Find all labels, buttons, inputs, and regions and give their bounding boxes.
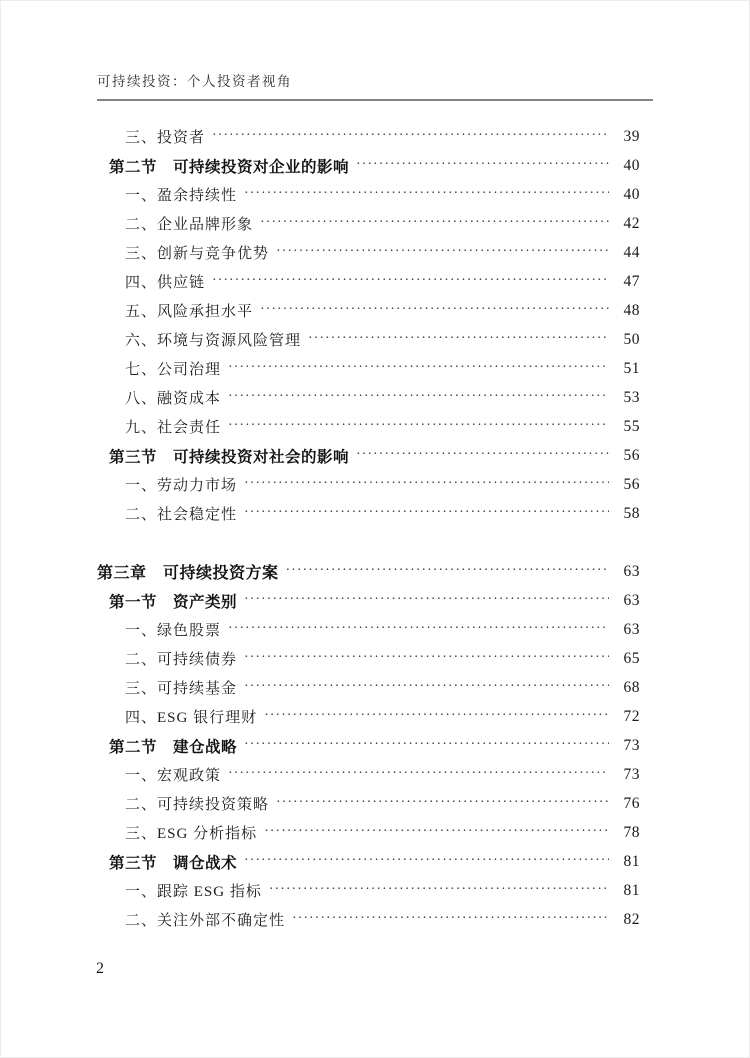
toc-entry-page: 72 [623, 707, 640, 725]
toc-entry-page: 55 [623, 417, 640, 435]
toc-entry [97, 673, 640, 702]
toc-entry-label: 第三章 可持续投资方案 [97, 565, 279, 582]
toc-entry [97, 267, 640, 296]
toc-entry-page: 42 [623, 214, 640, 232]
dot-leader [244, 852, 609, 871]
dot-leader [356, 446, 609, 465]
toc-entry-page: 81 [623, 881, 640, 899]
toc-entry [97, 586, 640, 615]
toc-entry-page: 50 [623, 330, 640, 348]
dot-leader [244, 678, 609, 697]
toc-entry [97, 818, 640, 847]
toc-entry-page: 48 [623, 301, 640, 319]
dot-leader [264, 823, 609, 842]
dot-leader [228, 620, 609, 639]
toc-entry-page: 63 [623, 591, 640, 609]
toc-entry-page: 58 [623, 504, 640, 522]
dot-leader [292, 910, 609, 929]
dot-leader [244, 591, 609, 610]
dot-leader [244, 649, 609, 668]
toc-entry-page: 44 [623, 243, 640, 261]
toc-entry-label: 六、环境与资源风险管理 [125, 333, 302, 349]
toc-entry-page: 51 [623, 359, 640, 377]
toc-entry-label: 一、绿色股票 [125, 623, 222, 639]
dot-leader [260, 301, 609, 320]
toc-entry [97, 702, 640, 731]
toc-entry [97, 847, 640, 876]
toc-entry [97, 354, 640, 383]
toc-entry-label: 二、企业品牌形象 [125, 217, 254, 233]
toc-entry-label: 八、融资成本 [125, 391, 222, 407]
toc-entry-page: 63 [623, 562, 640, 580]
toc-entry-page: 39 [623, 127, 640, 145]
toc-entry-page: 56 [623, 446, 640, 464]
toc-entry-label: 第二节 可持续投资对企业的影响 [109, 158, 350, 176]
toc-entry-label: 二、可持续投资策略 [125, 797, 270, 813]
dot-leader [276, 243, 609, 262]
toc-entry-label: 四、ESG 银行理财 [125, 710, 258, 726]
dot-leader [212, 127, 609, 146]
toc-entry-page: 40 [623, 185, 640, 203]
dot-leader [286, 562, 609, 581]
table-of-contents [97, 122, 640, 934]
toc-entry-label: 五、风险承担水平 [125, 304, 254, 320]
toc-entry [97, 760, 640, 789]
toc-entry-label: 一、宏观政策 [125, 768, 222, 784]
toc-entry-page: 76 [623, 794, 640, 812]
toc-entry-label: 一、劳动力市场 [125, 478, 238, 494]
header-rule [97, 99, 653, 101]
toc-entry-label: 三、创新与竞争优势 [125, 246, 270, 262]
toc-entry [97, 644, 640, 673]
toc-entry [97, 905, 640, 934]
dot-leader [212, 272, 609, 291]
toc-entry-label: 第三节 可持续投资对社会的影响 [109, 448, 350, 466]
page-footer [96, 960, 104, 978]
toc-entry-page: 78 [623, 823, 640, 841]
toc-entry-page: 56 [623, 475, 640, 493]
toc-entry [97, 441, 640, 470]
toc-entry-label: 第三节 调仓战术 [109, 854, 238, 872]
running-header-text: 可持续投资：个人投资者视角 [97, 74, 292, 89]
dot-leader [260, 214, 609, 233]
toc-entry [97, 180, 640, 209]
dot-leader [308, 330, 609, 349]
dot-leader [244, 504, 609, 523]
toc-entry-page: 73 [623, 736, 640, 754]
dot-leader [244, 185, 609, 204]
chapter-gap [97, 528, 640, 557]
toc-entry-label: 九、社会责任 [125, 420, 222, 436]
toc-entry [97, 557, 640, 586]
dot-leader [228, 388, 609, 407]
page-number: 2 [96, 960, 104, 977]
toc-entry [97, 325, 640, 354]
dot-leader [228, 765, 609, 784]
toc-entry-label: 一、盈余持续性 [125, 188, 238, 204]
toc-entry-label: 第二节 建仓战略 [109, 738, 238, 756]
toc-entry [97, 209, 640, 238]
toc-entry [97, 731, 640, 760]
dot-leader [269, 881, 609, 900]
toc-entry-page: 40 [623, 156, 640, 174]
toc-entry-label: 三、可持续基金 [125, 681, 238, 697]
toc-entry [97, 876, 640, 905]
toc-entry-page: 81 [623, 852, 640, 870]
toc-entry [97, 412, 640, 441]
toc-entry-label: 二、关注外部不确定性 [125, 913, 286, 929]
toc-entry-page: 63 [623, 620, 640, 638]
toc-entry-label: 二、可持续债券 [125, 652, 238, 668]
dot-leader [228, 417, 609, 436]
dot-leader [356, 156, 609, 175]
toc-entry [97, 238, 640, 267]
dot-leader [228, 359, 609, 378]
dot-leader [264, 707, 609, 726]
toc-entry [97, 470, 640, 499]
toc-entry-page: 82 [623, 910, 640, 928]
toc-entry-page: 73 [623, 765, 640, 783]
toc-entry-label: 第一节 资产类别 [109, 593, 238, 611]
toc-entry-label: 二、社会稳定性 [125, 507, 238, 523]
toc-entry-page: 65 [623, 649, 640, 667]
toc-entry-page: 68 [623, 678, 640, 696]
toc-entry [97, 383, 640, 412]
toc-entry [97, 296, 640, 325]
toc-entry-label: 一、跟踪 ESG 指标 [125, 884, 262, 900]
dot-leader [244, 475, 609, 494]
dot-leader [244, 736, 609, 755]
toc-entry-page: 53 [623, 388, 640, 406]
toc-entry [97, 615, 640, 644]
toc-entry-label: 四、供应链 [125, 275, 206, 291]
toc-entry [97, 151, 640, 180]
dot-leader [276, 794, 609, 813]
toc-entry [97, 789, 640, 818]
toc-entry-page: 47 [623, 272, 640, 290]
toc-entry-label: 三、投资者 [125, 130, 206, 146]
toc-entry [97, 499, 640, 528]
running-header [97, 70, 292, 90]
toc-entry-label: 七、公司治理 [125, 362, 222, 378]
toc-entry [97, 122, 640, 151]
toc-entry-label: 三、ESG 分析指标 [125, 826, 258, 842]
